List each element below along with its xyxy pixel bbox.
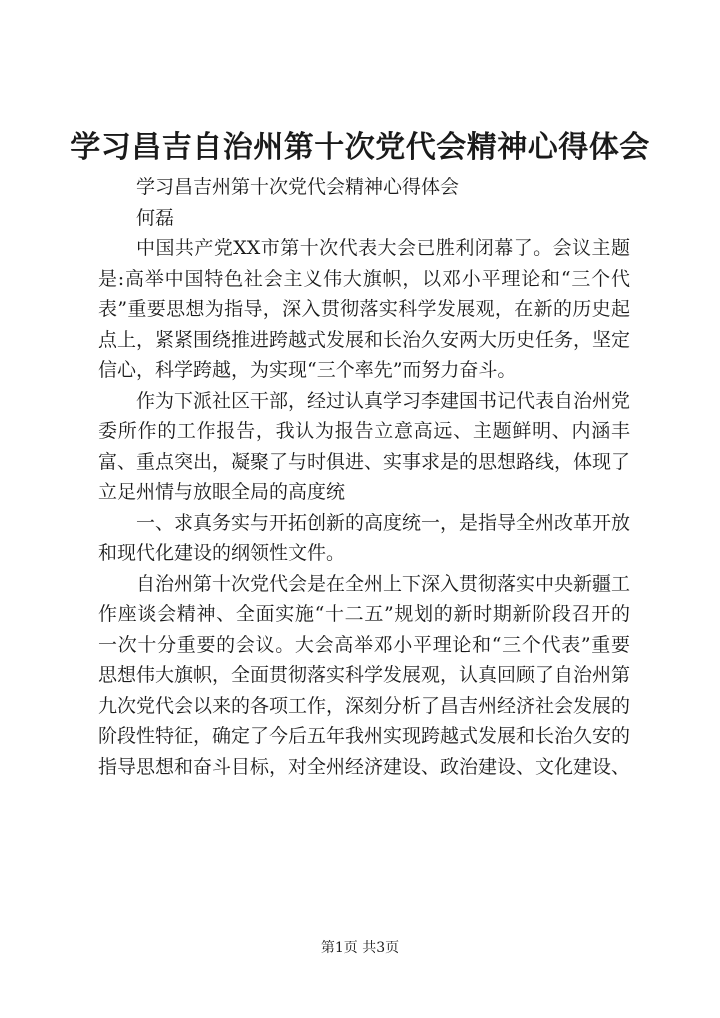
document-body: [98, 172, 630, 782]
page-footer: 第1页 共3页: [320, 940, 400, 956]
body-paragraph: 自治州第十次党代会是在全州上下深入贯彻落实中央新疆工作座谈会精神、全面实施“十二五”规划的新时期新阶段召开的一次十分重要的会议。大会高举邓小平理论和“三个代表”重要思想伟大旗帜，全面贯彻落实科学发展观，认真回顾了自治州第九次党代会以来的各项工作，深刻分析了昌吉州经济社会发展的阶段性特征，确定了今后五年我州实现跨越式发展和长治久安的指导思想和奋斗目标，对全州经济建设、政治建设、文化建设、: [98, 572, 631, 778]
body-paragraph: 作为下派社区干部，经过认真学习李建国书记代表自治州党委所作的工作报告，我认为报告立意高远、主题鲜明、内涵丰富、重点突出，凝聚了与时俱进、实事求是的思想路线，体现了立足州情与放眼全局的高度统: [98, 389, 631, 503]
author-paragraph: 何磊: [136, 206, 175, 229]
document-title: 学习昌吉自治州第十次党代会精神心得体会: [70, 130, 650, 165]
subtitle-paragraph: 学习昌吉州第十次党代会精神心得体会: [136, 176, 460, 198]
body-paragraph: 中国共产党XX市第十次代表大会已胜利闭幕了。会议主题是:高举中国特色社会主义伟大旗帜，以邓小平理论和“三个代表”重要思想为指导，深入贯彻落实科学发展观，在新的历史起点上，紧紧围绕推进跨越式发展和长治久安两大历史任务，坚定信心，科学跨越，为实现“三个率先”而努力奋斗。: [98, 237, 631, 381]
body-paragraph: 一、求真务实与开拓创新的高度统一，是指导全州改革开放和现代化建设的纲领性文件。: [98, 511, 631, 564]
